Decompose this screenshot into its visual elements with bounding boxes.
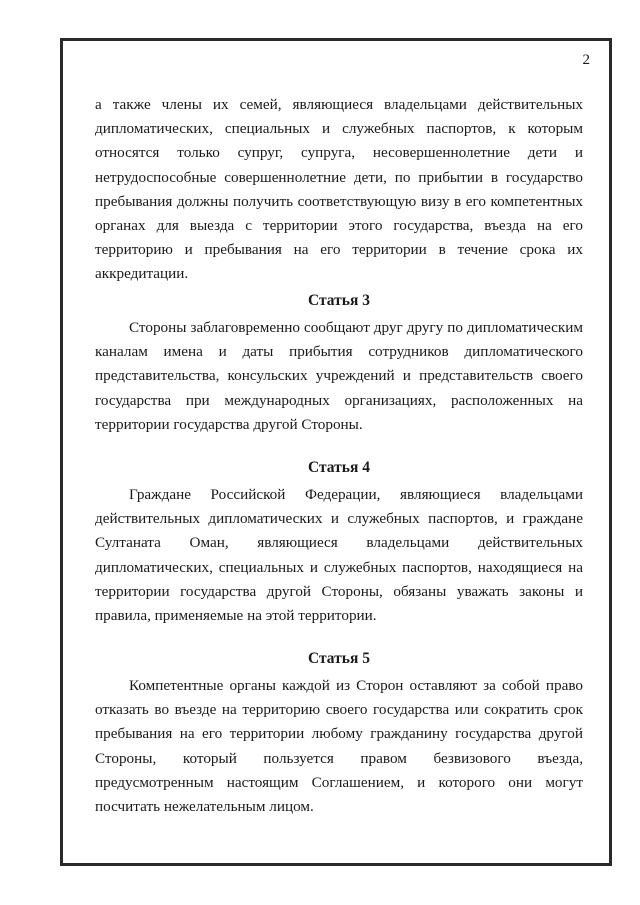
paragraph-article-4: Граждане Российской Федерации, являющиеся владельцами действительных дипломатических и служебных паспортов, и граждане Султаната Оман, являющиеся владельцами действительных дипломатических, специальных и служебных паспортов, находящиеся на территории государства другой Стороны, обязаны уважать законы и правила, применяемые на этой территории. [95,486,583,625]
heading-article-3: Статья 3 [308,292,370,309]
paragraph-article-3: Стороны заблаговременно сообщают друг другу по дипломатическим каналам имена и даты прибытия сотрудников дипломатического представительства, консульских учреждений и представительств своего государства при международных организациях, расположенных на территории государства другой Стороны. [95,319,583,433]
paragraph-article-5: Компетентные органы каждой из Сторон оставляют за собой право отказать во въезде на территорию своего государства или сократить срок пребывания на его территории любому гражданину государства другой Стороны, который пользуется правом безвизового въезда, предусмотренным настоящим Соглашением, и которого они могут посчитать нежелательным лицом. [95,677,583,816]
heading-article-4: Статья 4 [308,459,370,476]
heading-article-5: Статья 5 [308,650,370,667]
paragraph-continuation: а также члены их семей, являющиеся владельцами действительных дипломатических, специальных и служебных паспортов, к которым относятся только супруг, супруга, несовершеннолетние дети и нетрудоспособные совершеннолетние дети, по прибытии в государство пребывания должны получить соответствующую визу в его компетентных органах для выезда с территории этого государства, въезда на его территорию и пребывания на его территории в течение срока их аккредитации. [95,96,583,283]
page-number: 2 [582,52,590,68]
